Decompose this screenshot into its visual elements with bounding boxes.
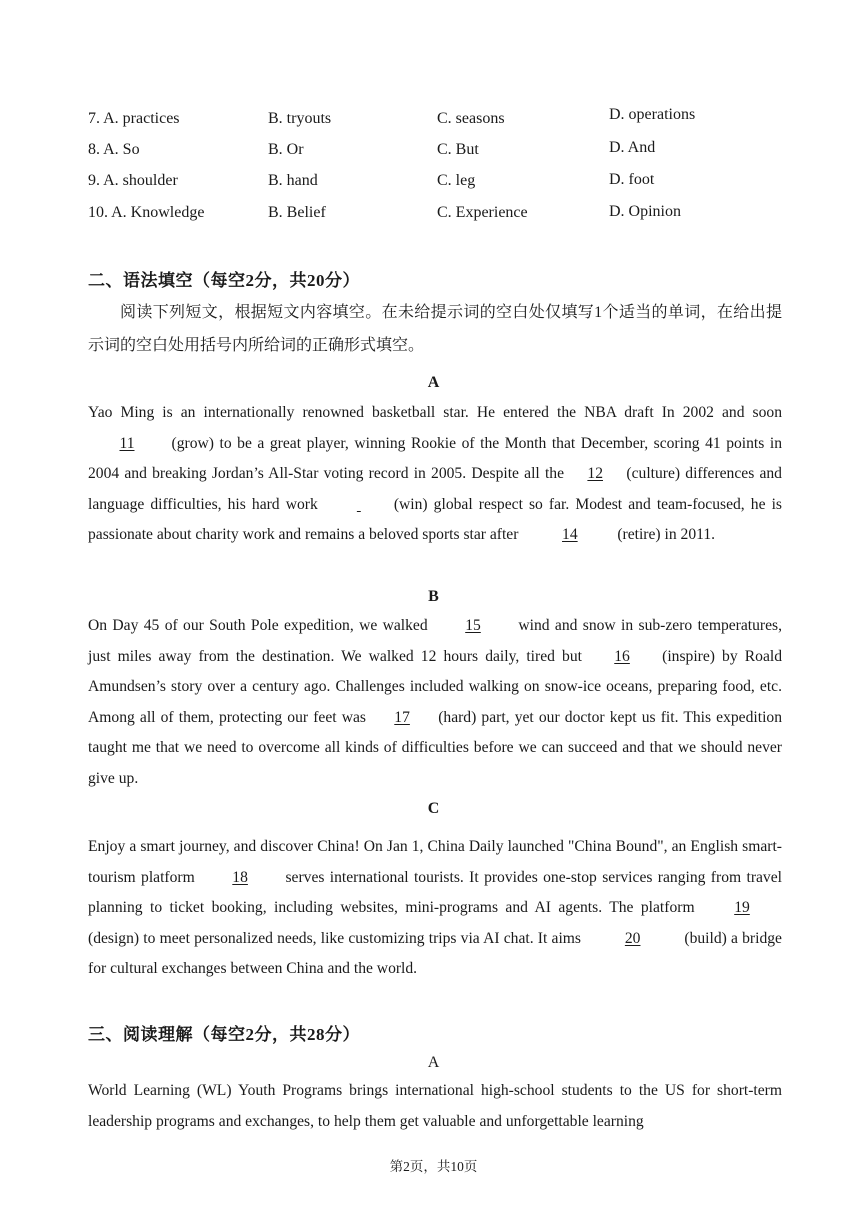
option-d: D. foot bbox=[609, 171, 655, 188]
option-c: C. But bbox=[437, 141, 479, 158]
option-d: D. operations bbox=[609, 106, 696, 123]
option-b: B. hand bbox=[268, 172, 318, 189]
option-b: B. Belief bbox=[268, 204, 326, 221]
blank-16[interactable]: 16 bbox=[614, 647, 630, 665]
passage-c-text bbox=[88, 832, 782, 985]
passage-c-letter: C bbox=[427, 800, 440, 817]
page-number: 第2页，共10页 bbox=[389, 1159, 478, 1174]
passage-text: wind and snow in sub-zero temperatures, just miles away from the destination. We walked 12 hours daily, tired but bbox=[88, 617, 782, 665]
passage-b-text bbox=[88, 611, 782, 794]
option-b: B. Or bbox=[268, 141, 304, 158]
passage-text: (design) to meet personalized needs, like customizing trips via AI chat. It aims bbox=[88, 929, 586, 947]
passage-b-letter: B bbox=[428, 588, 439, 605]
blank-18[interactable]: 18 bbox=[232, 868, 248, 886]
option-row-9 bbox=[88, 172, 788, 198]
blank-19[interactable]: 19 bbox=[734, 899, 750, 916]
blank-12[interactable]: 12 bbox=[587, 465, 603, 482]
passage-text: (culture) differences and language difficulties, his hard work bbox=[88, 465, 782, 513]
passage-text: Enjoy a smart journey, and discover China! On Jan 1, China Daily launched "China Bound", an English smart-tourism platform bbox=[88, 838, 782, 886]
option-a: 9. A. shoulder bbox=[88, 172, 178, 189]
passage-text: (build) a bridge for cultural exchanges between China and the world. bbox=[88, 929, 782, 977]
option-d: D. Opinion bbox=[609, 203, 681, 220]
blank-15[interactable]: 15 bbox=[465, 617, 481, 634]
option-c: C. leg bbox=[437, 172, 476, 189]
blank-14[interactable]: 14 bbox=[562, 526, 578, 543]
option-a: 7. A. practices bbox=[88, 110, 180, 127]
option-d: D. And bbox=[609, 139, 656, 156]
option-row-7 bbox=[88, 106, 788, 136]
passage-a-letter: A bbox=[427, 374, 440, 391]
passage-text: On Day 45 of our South Pole expedition, we walked bbox=[88, 617, 433, 634]
passage-text: Yao Ming is an internationally renowned basketball star. He entered the NBA draft In 2002 and soon bbox=[88, 404, 782, 421]
blank-17[interactable]: 17 bbox=[394, 708, 410, 726]
section-3-title: 三、阅读理解（每空2分，共28分） bbox=[88, 1025, 360, 1044]
section-2-instructions: 阅读下列短文，根据短文内容填空。在未给提示词的空白处仅填写1个适当的单词，在给出提示词的空白处用括号内所给词的正确形式填空。 bbox=[88, 304, 782, 354]
blank-11[interactable]: 11 bbox=[119, 434, 135, 452]
passage-text: (hard) part, yet our doctor kept us fit. This expedition taught me that we need to overcome all kinds of difficulties before we can succeed and that we should never give up. bbox=[88, 708, 782, 787]
section-2-title: 二、语法填空（每空2分，共20分） bbox=[88, 271, 360, 290]
option-c: C. seasons bbox=[437, 110, 505, 127]
blank-20[interactable]: 20 bbox=[624, 929, 641, 947]
blank-13[interactable] bbox=[324, 490, 394, 521]
passage-3a-letter: A bbox=[427, 1054, 440, 1071]
option-b: B. tryouts bbox=[268, 110, 332, 127]
section-3-passage-text: World Learning (WL) Youth Programs brings international high-school students to the US for short-term leadership programs and exchanges, to help them get valuable and unforgettable learning bbox=[88, 1082, 782, 1130]
passage-text: (retire) in 2011. bbox=[617, 526, 716, 543]
passage-text: (win) global respect so far. Modest and team-focused, he is passionate about charity work and remains a beloved sports star after bbox=[88, 495, 782, 543]
passage-text: (inspire) by Roald Amundsen’s story over a century ago. Challenges included walking on snow-ice oceans, preparing food, etc. Among all of them, protecting our feet was bbox=[88, 647, 782, 726]
passage-a-text bbox=[88, 398, 782, 551]
option-c: C. Experience bbox=[437, 204, 528, 221]
passage-text: (grow) to be a great player, winning Rookie of the Month that December, scoring 41 points in 2004 and breaking Jordan’s All-Star voting record in 2005. Despite all the bbox=[88, 434, 782, 482]
option-a: 8. A. So bbox=[88, 141, 140, 158]
option-row-10 bbox=[88, 204, 788, 230]
passage-text: serves international tourists. It provides one-stop services ranging from travel planning to ticket booking, including websites, mini-programs and AI agents. The platform bbox=[88, 868, 782, 916]
option-a: 10. A. Knowledge bbox=[88, 204, 205, 221]
option-row-8 bbox=[88, 141, 788, 167]
